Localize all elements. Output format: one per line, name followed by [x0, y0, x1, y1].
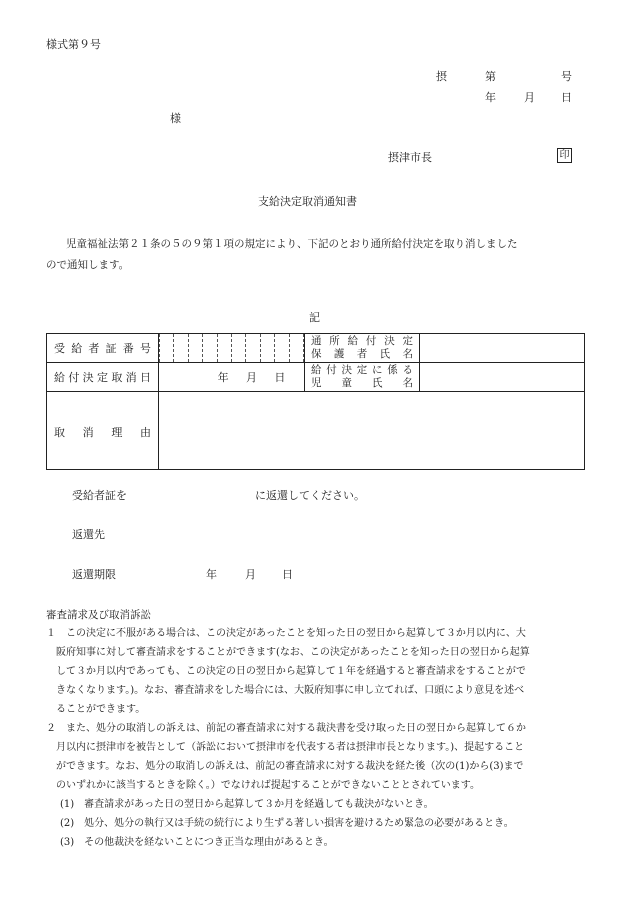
appeal-item-1: １ この決定に不服がある場合は、この決定があったことを知った日の翌日から起算して３か月以内に、大 阪府知事に対して審査請求をすることができます(なお、この決定があったことを知った日の翌日から起算 して３か月以内であっても、この決定の日の翌日から起算して１年を経過すると審査請求をすることがで きなくなります。)。なお、審査請求をした場合には、大阪府知事に申し立てれば、口頭により意見を述べ ることができます。: [46, 628, 530, 715]
return-notice-prefix: 受給者証を: [72, 489, 127, 502]
details-table: [46, 333, 585, 470]
return-notice-suffix: に返還してください。: [255, 489, 365, 502]
appeal-item-2: ２ また、処分の取消しの訴えは、前記の審査請求に対する裁決書を受け取った日の翌日から起算して６か 月以内に摂津市を被告として（訴訟において摂津市を代表する者は摂津市長となります。)、提起すること ができます。なお、処分の取消しの訴えは、前記の審査請求に対する裁決を経た後（次の(1)から(3)まで のいずれかに該当するときを除く。）でなければ提起することができないこととされています。: [46, 723, 526, 791]
doc-ref-suffix: 号: [561, 70, 572, 83]
sub-item-3: (3) その他裁決を経ないことにつき正当な理由があるとき。: [60, 837, 334, 848]
date-month: 月: [524, 91, 535, 104]
recipient-number-label: 受給者証番号: [47, 334, 159, 363]
intro-line-2: ので通知します。: [46, 259, 130, 271]
return-deadline-label: 返還期限: [72, 568, 116, 581]
child-name-field[interactable]: [420, 363, 585, 392]
document-title: 支給決定取消通知書: [258, 195, 357, 208]
guardian-name-label: 通所給付決定 保護者氏名: [305, 334, 420, 363]
doc-ref-prefix: 摂: [436, 70, 447, 83]
sub-item-2: (2) 処分、処分の執行又は手続の続行により生ずる著しい損害を避けるため緊急の必要があるとき。: [60, 818, 514, 829]
date-year: 年: [485, 91, 496, 104]
intro-line-1: 児童福祉法第２１条の５の９第１項の規定により、下記のとおり通所給付決定を取り消しました: [66, 238, 518, 250]
cancel-reason-label: 取消理由: [47, 392, 159, 470]
seal-mark: 印: [557, 148, 572, 163]
issuer: 摂津市長: [388, 151, 432, 164]
return-deadline-year: 年: [206, 568, 217, 581]
date-day: 日: [561, 91, 572, 104]
addressee-suffix: 様: [170, 112, 181, 125]
sub-item-1: (1) 審査請求があった日の翌日から起算して３か月を経過しても裁決がないとき。: [60, 799, 434, 810]
appeal-heading: 審査請求及び取消訴訟: [46, 609, 151, 621]
return-deadline-day: 日: [282, 568, 293, 581]
cancel-date-label: 給付決定取消日: [47, 363, 159, 392]
cancel-date-field[interactable]: 年 月 日: [159, 363, 305, 392]
cancel-reason-field[interactable]: [159, 392, 585, 470]
guardian-name-field[interactable]: [420, 334, 585, 363]
doc-ref-mid: 第: [485, 70, 496, 83]
form-number: 様式第９号: [46, 38, 101, 51]
return-to-label: 返還先: [72, 528, 105, 541]
return-deadline-month: 月: [245, 568, 256, 581]
child-name-label: 給付決定に係る 児童氏名: [305, 363, 420, 392]
ki-mark: 記: [309, 311, 320, 324]
recipient-number-cells[interactable]: [159, 334, 305, 363]
